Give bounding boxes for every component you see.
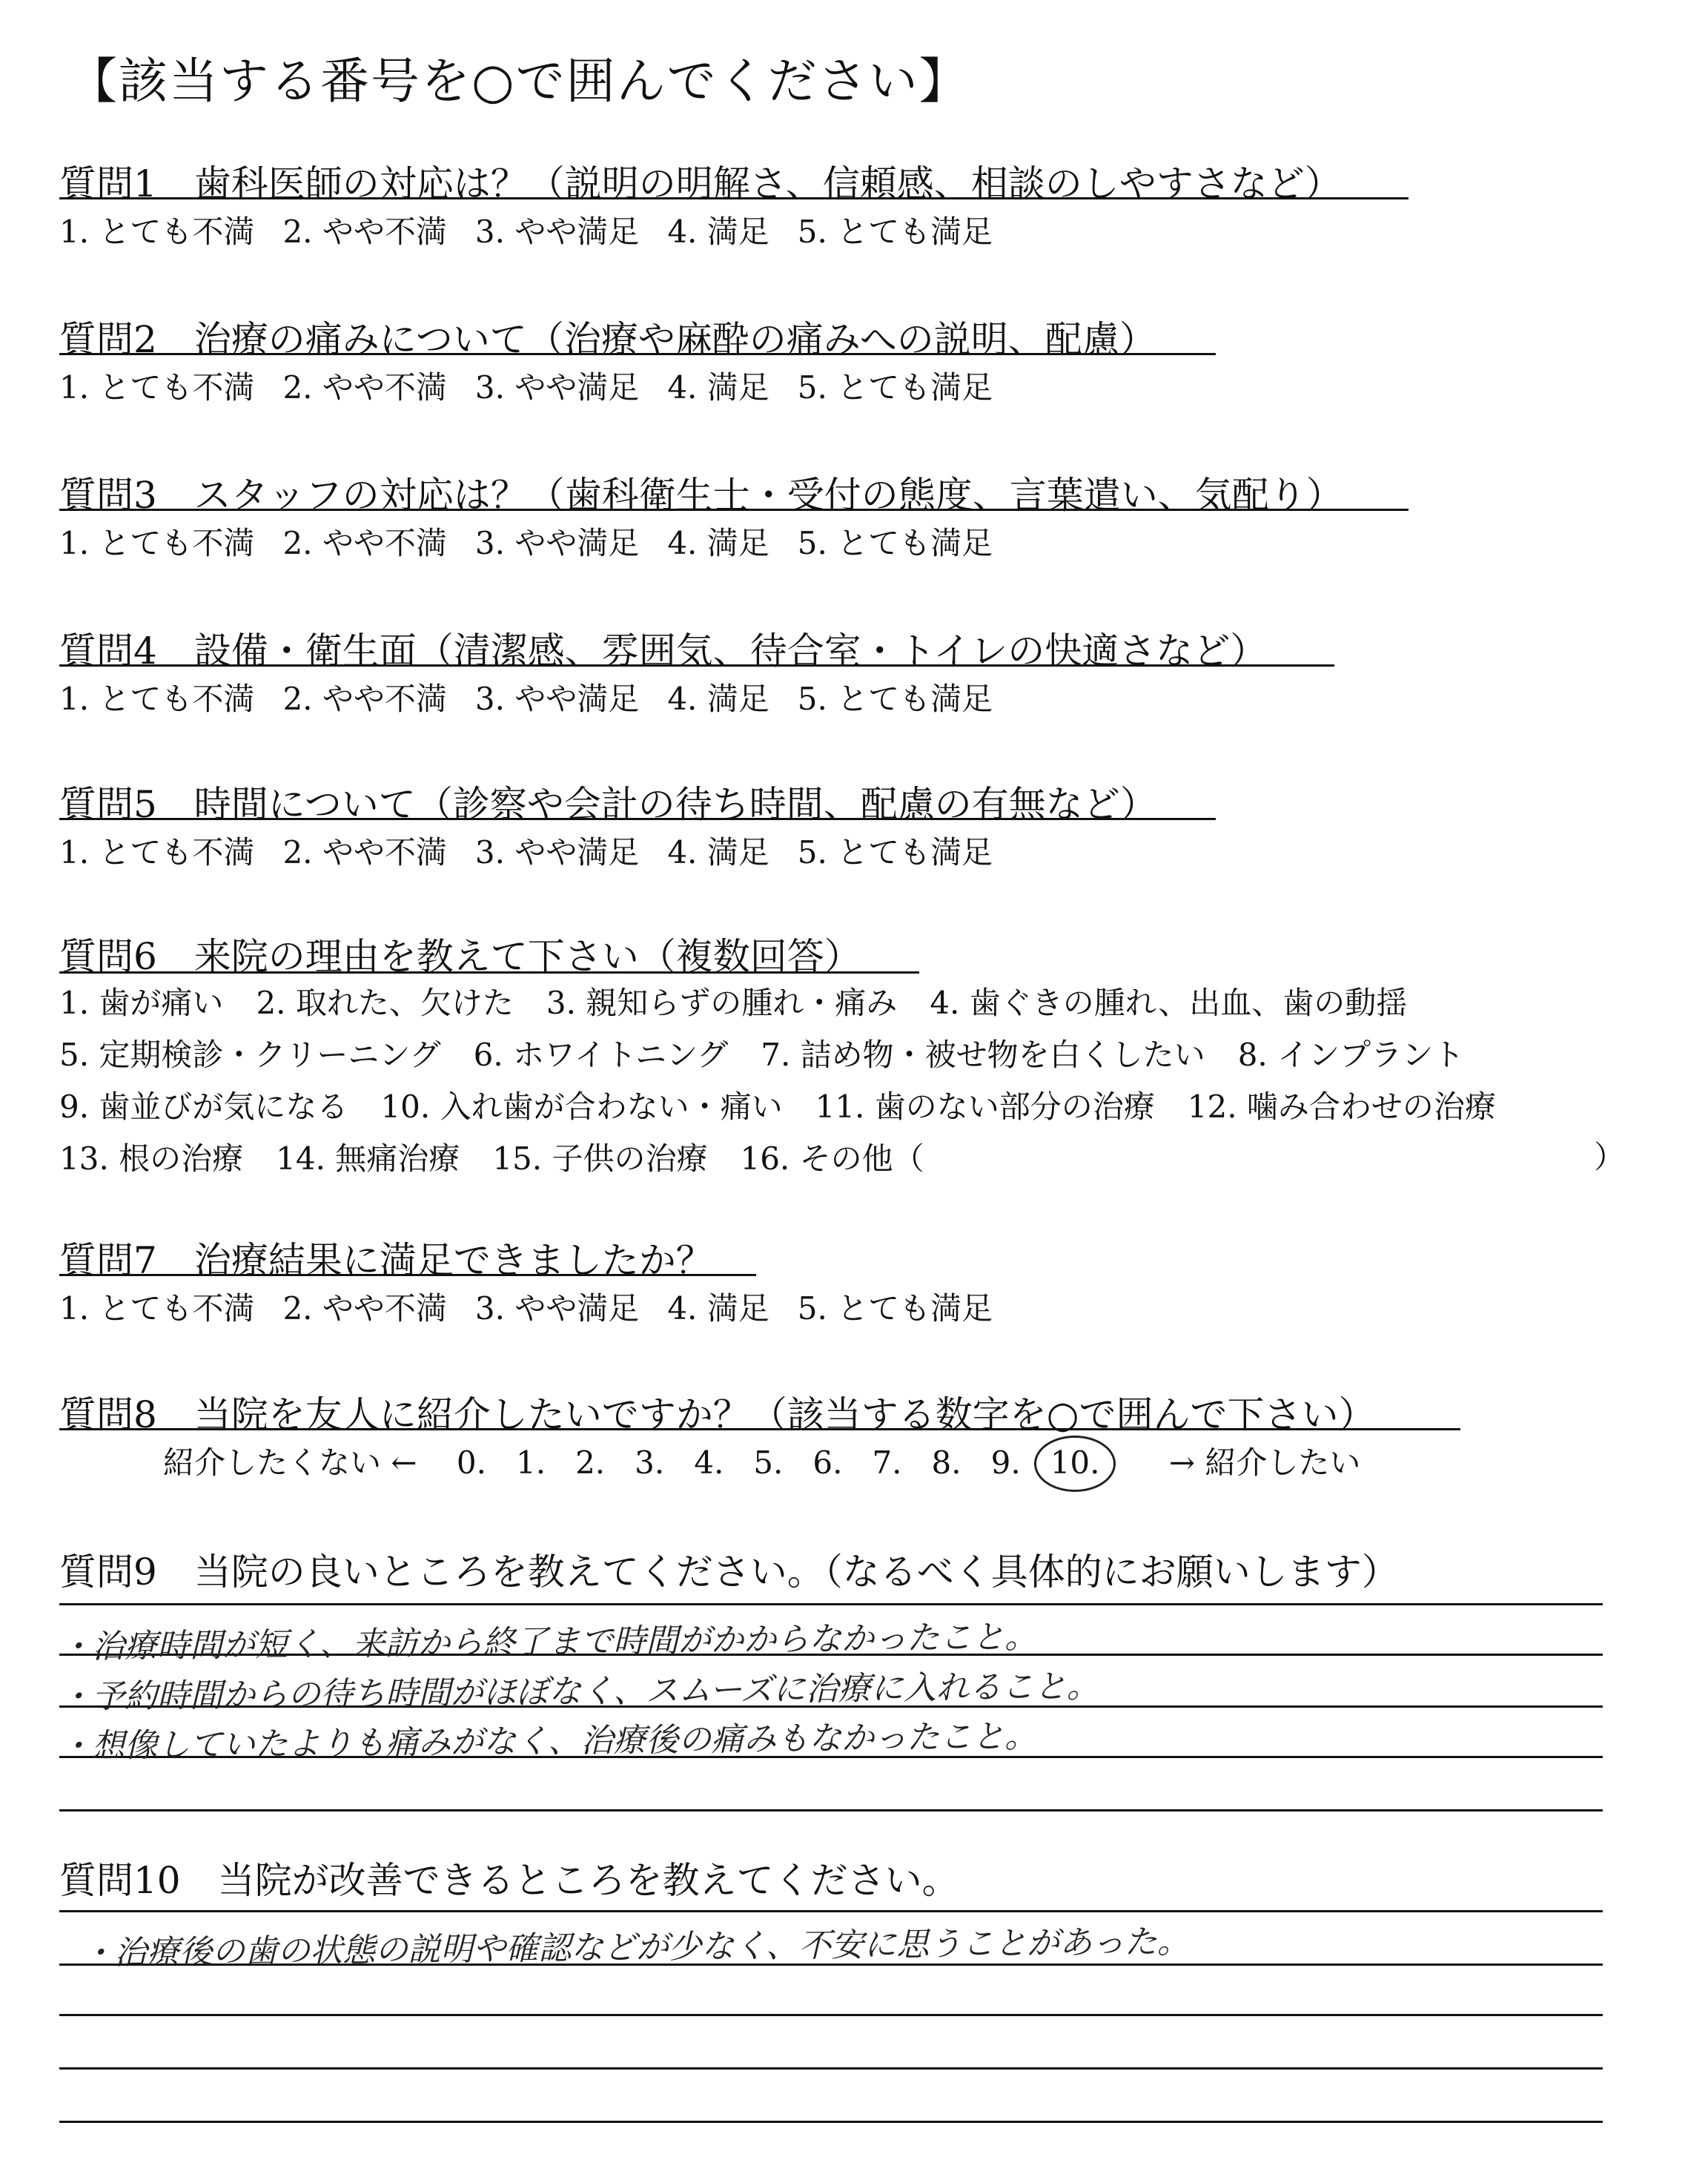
reason-row [59,979,1440,1023]
page-title: 【該当する番号を○で囲んでください】 [68,53,970,110]
recommend-right-label: → 紹介したい [1168,1444,1361,1481]
recommend-score[interactable]: 0. [456,1444,486,1481]
recommend-score[interactable]: 2. [575,1444,606,1481]
question-2-title: 質問2 治療の痛みについて（治療や麻酔の痛みへの説明、配慮） [59,318,1156,361]
reason-row [59,1083,1529,1127]
reason-row [59,1031,1497,1075]
option-1[interactable]: 1. とても不満 [59,369,255,406]
recommend-score[interactable]: 3. [635,1444,665,1481]
question-7-title: 質問7 治療結果に満足できましたか？ [59,1239,713,1282]
option-1[interactable]: 1. とても不満 [59,1290,255,1327]
recommend-score[interactable]: 8. [931,1444,961,1481]
option-5[interactable]: 5. とても満足 [797,834,993,871]
question-1-options [59,208,1021,252]
question-3-underline [59,509,1409,511]
answer-line [59,1809,1603,1811]
reason-option[interactable]: 10. 入れ歯が合わない・痛い [380,1089,783,1125]
answer-line [59,2121,1603,2123]
reason-option[interactable]: 1. 歯が痛い [59,985,224,1021]
recommend-score[interactable]: 7. [872,1444,902,1481]
q9-answer-3: ・想像していたよりも痛みがなく、治療後の痛みもなかったこと。 [59,1717,1038,1766]
reason-row [59,1135,957,1179]
reason-option[interactable]: 8. インプラント [1237,1037,1465,1073]
option-3[interactable]: 3. やや満足 [474,369,640,406]
option-3[interactable]: 3. やや満足 [474,1290,640,1327]
option-3[interactable]: 3. やや満足 [474,681,640,717]
reason-option[interactable]: 4. 歯ぐきの腫れ、出血、歯の動揺 [930,985,1408,1021]
question-2-underline [59,353,1216,355]
option-1[interactable]: 1. とても不満 [59,681,255,717]
question-7-options [59,1284,1021,1329]
recommend-left-label: 紹介したくない ← [163,1444,417,1481]
question-8-underline [59,1428,1460,1430]
option-2[interactable]: 2. やや不満 [282,1290,447,1327]
option-4[interactable]: 4. 満足 [667,525,769,561]
question-4-underline [59,664,1334,667]
q9-answer-1: ・治療時間が短く、来訪から終了まで時間がかからなかったこと。 [59,1618,1038,1666]
answer-line [59,2014,1603,2016]
option-1[interactable]: 1. とても不満 [59,214,255,250]
option-2[interactable]: 2. やや不満 [282,681,447,717]
question-4-title: 質問4 設備・衛生面（清潔感、雰囲気、待合室・トイレの快適さなど） [59,630,1268,673]
question-1-title: 質問1 歯科医師の対応は？（説明の明解さ、信頼感、相談のしやすさなど） [59,162,1342,205]
question-6-underline [59,971,919,974]
option-2[interactable]: 2. やや不満 [282,834,447,871]
reason-option[interactable]: 16. その他（ [740,1140,924,1177]
reason-option[interactable]: 12. 噛み合わせの治療 [1187,1089,1496,1125]
reason-option[interactable]: 6. ホワイトニング [473,1037,729,1073]
other-close-paren: ） [1594,1139,1626,1175]
question-1-underline [59,197,1409,199]
question-8-title: 質問8 当院を友人に紹介したいですか？（該当する数字を○で囲んで下さい） [59,1393,1376,1436]
option-3[interactable]: 3. やや満足 [474,214,640,250]
reason-option[interactable]: 5. 定期検診・クリーニング [59,1037,441,1073]
option-2[interactable]: 2. やや不満 [282,525,447,561]
answer-line [59,1910,1603,1912]
recommend-score[interactable]: 5. [753,1444,784,1481]
reason-option[interactable]: 7. 詰め物・被せ物を白くしたい [761,1037,1205,1073]
reason-option[interactable]: 9. 歯並びが気になる [59,1089,348,1125]
reason-option[interactable]: 14. 無痛治療 [276,1140,460,1177]
option-1[interactable]: 1. とても不満 [59,525,255,561]
recommend-score[interactable]: 1. [515,1444,546,1481]
question-2-options [59,363,1021,408]
option-1[interactable]: 1. とても不満 [59,834,255,871]
question-6-title: 質問6 来院の理由を教えて下さい（複数回答） [59,935,861,978]
reason-option[interactable]: 15. 子供の治療 [492,1140,708,1177]
recommend-score[interactable]: 4. [694,1444,724,1481]
recommend-scale [163,1439,1390,1483]
option-4[interactable]: 4. 満足 [667,834,769,871]
answer-line [59,1603,1603,1605]
question-5-underline [59,818,1216,820]
answer-line [59,2067,1603,2070]
option-4[interactable]: 4. 満足 [667,369,769,406]
option-2[interactable]: 2. やや不満 [282,369,447,406]
option-3[interactable]: 3. やや満足 [474,834,640,871]
question-5-options [59,828,1021,873]
reason-option[interactable]: 3. 親知らずの腫れ・痛み [546,985,898,1021]
reason-option[interactable]: 13. 根の治療 [59,1140,244,1177]
question-3-options [59,519,1021,564]
question-9-title: 質問9 当院の良いところを教えてください。（なるべく具体的にお願いします） [59,1550,1399,1593]
option-4[interactable]: 4. 満足 [667,1290,769,1327]
question-5-title: 質問5 時間について（診察や会計の待ち時間、配慮の有無など） [59,783,1157,826]
q9-answer-2: ・予約時間からの待ち時間がほぼなく、スムーズに治療に入れること。 [59,1667,1099,1717]
reason-option[interactable]: 11. 歯のない部分の治療 [815,1089,1155,1125]
option-5[interactable]: 5. とても満足 [797,1290,993,1327]
q10-answer-1: ・治療後の歯の状態の説明や確認などが少なく、不安に思うことがあった。 [81,1923,1190,1972]
question-3-title: 質問3 スタッフの対応は？（歯科衛生士・受付の態度、言葉遣い、気配り） [59,474,1343,517]
option-5[interactable]: 5. とても満足 [797,681,993,717]
recommend-score[interactable]: 10. [1050,1444,1100,1481]
question-10-title: 質問10 当院が改善できるところを教えてください。 [59,1859,959,1902]
recommend-score[interactable]: 9. [990,1444,1021,1481]
option-5[interactable]: 5. とても満足 [797,214,993,250]
option-4[interactable]: 4. 満足 [667,214,769,250]
question-7-underline [59,1274,756,1276]
question-4-options [59,675,1021,719]
option-2[interactable]: 2. やや不満 [282,214,447,250]
option-3[interactable]: 3. やや満足 [474,525,640,561]
option-4[interactable]: 4. 満足 [667,681,769,717]
option-5[interactable]: 5. とても満足 [797,369,993,406]
recommend-score[interactable]: 6. [812,1444,843,1481]
reason-option[interactable]: 2. 取れた、欠けた [256,985,514,1021]
option-5[interactable]: 5. とても満足 [797,525,993,561]
